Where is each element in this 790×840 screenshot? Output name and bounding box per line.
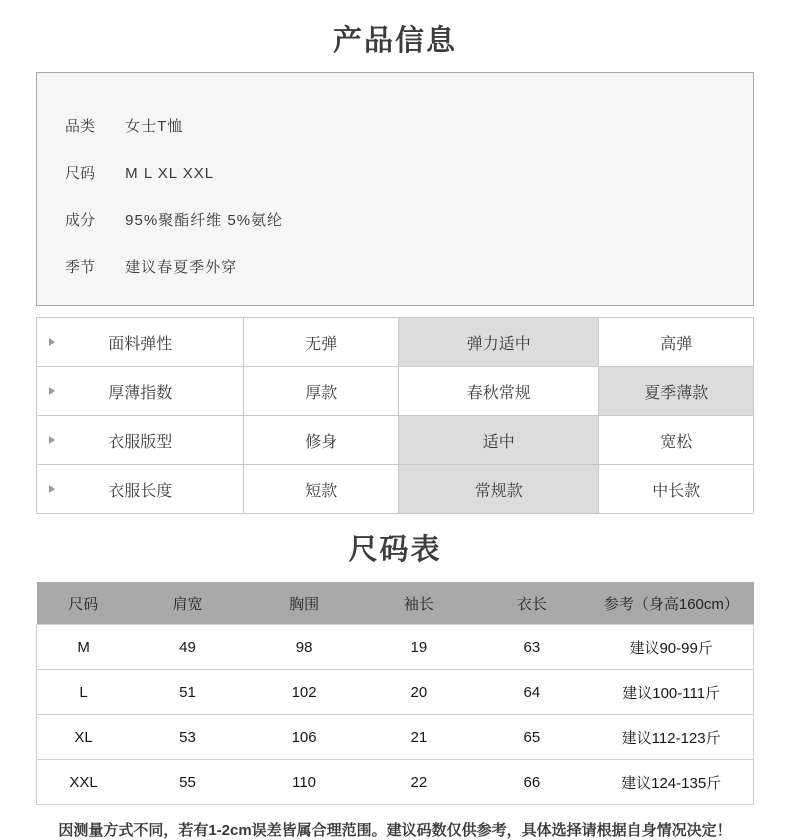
- attr-option: 适中: [399, 416, 599, 465]
- info-value: 建议春夏季外穿: [125, 259, 238, 276]
- cell: L: [37, 670, 131, 715]
- attribute-table: [36, 317, 754, 514]
- triangle-right-icon: [49, 436, 55, 444]
- table-header-row: [37, 582, 754, 625]
- attr-option: 常规款: [399, 465, 599, 514]
- attr-option: 高弹: [599, 318, 754, 367]
- cell: XL: [37, 715, 131, 760]
- info-row-size: [65, 150, 753, 197]
- info-value: 95%聚酯纤维 5%氨纶: [125, 212, 284, 229]
- column-header: 胸围: [245, 582, 363, 625]
- cell: 20: [363, 670, 474, 715]
- table-row: [37, 715, 754, 760]
- cell: 110: [245, 760, 363, 805]
- cell: 64: [475, 670, 590, 715]
- triangle-right-icon: [49, 338, 55, 346]
- cell: 21: [363, 715, 474, 760]
- attr-label-length: 衣服长度: [37, 465, 244, 514]
- info-value: 女士T恤: [125, 118, 184, 135]
- attr-label-thickness: 厚薄指数: [37, 367, 244, 416]
- size-chart-table: [36, 582, 754, 805]
- column-header: 肩宽: [130, 582, 245, 625]
- table-row: [37, 670, 754, 715]
- attr-option: 修身: [244, 416, 399, 465]
- attr-option: 短款: [244, 465, 399, 514]
- measurement-disclaimer: 因测量方式不同，若有1-2cm误差皆属合理范围。建议码数仅供参考，具体选择请根据自身情况决定！: [58, 822, 732, 839]
- column-header: 衣长: [475, 582, 590, 625]
- cell: 建议90-99斤: [589, 625, 753, 670]
- cell: 106: [245, 715, 363, 760]
- info-row-composition: [65, 197, 753, 244]
- attr-option: 中长款: [599, 465, 754, 514]
- column-header: 参考（身高160cm）: [589, 582, 753, 625]
- column-header: 尺码: [37, 582, 131, 625]
- info-label: 季节: [65, 259, 96, 276]
- table-row: [37, 625, 754, 670]
- attr-option: 宽松: [599, 416, 754, 465]
- info-value: M L XL XXL: [125, 165, 215, 182]
- attr-option: 夏季薄款: [599, 367, 754, 416]
- attr-label-fit: 衣服版型: [37, 416, 244, 465]
- cell: M: [37, 625, 131, 670]
- page-title: 产品信息: [332, 25, 457, 57]
- info-label: 成分: [65, 212, 96, 229]
- size-chart-title: 尺码表: [348, 534, 442, 566]
- info-label: 尺码: [65, 165, 96, 182]
- info-row-season: [65, 244, 753, 291]
- table-row: [37, 367, 754, 416]
- info-row-category: [65, 103, 753, 150]
- attr-option: 厚款: [244, 367, 399, 416]
- attr-label-fabric-elasticity: 面料弹性: [37, 318, 244, 367]
- attr-option: 无弹: [244, 318, 399, 367]
- table-row: [37, 760, 754, 805]
- cell: 51: [130, 670, 245, 715]
- cell: 98: [245, 625, 363, 670]
- cell: XXL: [37, 760, 131, 805]
- column-header: 袖长: [363, 582, 474, 625]
- table-row: [37, 465, 754, 514]
- cell: 102: [245, 670, 363, 715]
- cell: 66: [475, 760, 590, 805]
- cell: 建议100-111斤: [589, 670, 753, 715]
- cell: 53: [130, 715, 245, 760]
- product-info-box: [36, 72, 754, 306]
- attr-option: 弹力适中: [399, 318, 599, 367]
- table-row: [37, 416, 754, 465]
- cell: 建议124-135斤: [589, 760, 753, 805]
- attr-option: 春秋常规: [399, 367, 599, 416]
- cell: 55: [130, 760, 245, 805]
- triangle-right-icon: [49, 485, 55, 493]
- info-label: 品类: [65, 118, 96, 135]
- cell: 建议112-123斤: [589, 715, 753, 760]
- cell: 63: [475, 625, 590, 670]
- cell: 49: [130, 625, 245, 670]
- triangle-right-icon: [49, 387, 55, 395]
- cell: 22: [363, 760, 474, 805]
- table-row: [37, 318, 754, 367]
- cell: 19: [363, 625, 474, 670]
- cell: 65: [475, 715, 590, 760]
